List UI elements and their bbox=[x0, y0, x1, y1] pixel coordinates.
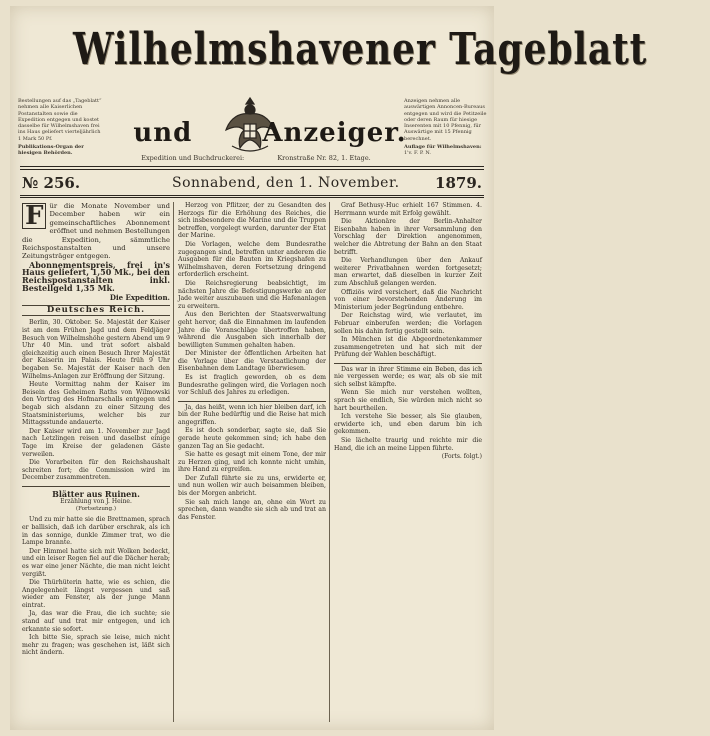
feuilleton-title: Blätter aus Ruinen. bbox=[52, 488, 140, 499]
advertising-note bbox=[404, 98, 488, 156]
publication-organ-note: Publikations-Organ der hiesigen Behörden. bbox=[18, 144, 84, 157]
subtitle-anzeiger: Anzeiger. bbox=[262, 118, 407, 148]
news-paragraph: Die Aktionäre der Berlin-Anhalter Eisenbahn haben in ihrer Versammlung den Vorschlag der Direktion angenommen, welcher die Abtretung der Bahn an den Staat betrifft. bbox=[334, 218, 482, 256]
news-paragraph: Die Reichsregierung beabsichtigt, im nächsten Jahre die Befestigungswerke an der Jade weiter auszubauen und die Hafenanlagen zu erweitern. bbox=[178, 279, 326, 310]
story-paragraph: Sie sah mich lange an, ohne ein Wort zu sprechen, dann wandte sie sich ab und trat an das Fenster. bbox=[178, 498, 326, 521]
subscription-notice bbox=[22, 202, 170, 261]
news-paragraph: Berlin, 30. Oktober. Se. Majestät der Kaiser ist am dem Frühen Jagd und dem Feldjäger Besuch von Wilhelmshöhe gestern Abend um 9 Uhr 40 Min. und trat sofort alsbald gleichzeitig auch einen Besuch Ihrer Majestät der Kaiserin im Palais. Heute früh 9 Uhr begaben Se. Majestät der Kaiser nach den Wilhelms-Anlagen zur Eröffnung der Sitzung. bbox=[22, 319, 170, 380]
news-paragraph: In München ist die Abgeordnetenkammer zusammengetreten und hat sich mit der Prüfung der Wahlen beschäftigt. bbox=[334, 336, 482, 359]
imprint-line bbox=[106, 154, 406, 162]
column-1 bbox=[22, 202, 170, 726]
story-paragraph: Und zu mir hatte sie die Brettnamen, sprach er ballisich, daß ich darüber erschrak, als ich in das sonnige, dunkle Zimmer trat, wo die Lampe brannte. bbox=[22, 516, 170, 547]
circulation-value: 1'v. F. P. N. bbox=[404, 150, 432, 157]
feuilleton-rule bbox=[334, 363, 482, 364]
masthead-title: Wilhelmshavener Tageblatt bbox=[73, 24, 648, 75]
news-paragraph: Heute Vormittag nahm der Kaiser im Beisein des Geheimen Raths von Wilmowski den Vortrag des Hofmarschalls entgegen und begab sich alsdann zu einer Sitzung des Staatsministeriums, welcher bis zur Mittagsstunde andauerte. bbox=[22, 381, 170, 427]
story-paragraph: Sie hatte es gesagt mit einem Tone, der mir zu Herzen ging, und ich konnte nicht umhin, ihre Hand zu ergreifen. bbox=[178, 451, 326, 474]
news-paragraph: Graf Bethusy-Huc erhielt 167 Stimmen. 4. Herrmann wurde mit Erfolg gewählt. bbox=[334, 202, 482, 217]
issue-number: № 256. bbox=[22, 174, 81, 192]
header-rule-bottom bbox=[20, 197, 484, 198]
news-paragraph: Die Verhandlungen über den Ankauf weiterer Privatbahnen werden fortgesetzt; man erwartet, daß dieselben in kurzer Zeit zum Abschluß gelangen werden. bbox=[334, 257, 482, 287]
feuilleton-continuation: (Fortsetzung.) bbox=[75, 505, 117, 512]
issue-year: 1879. bbox=[435, 174, 482, 192]
story-paragraph: Der Himmel hatte sich mit Wolken bedeckt, und ein leiser Regen fiel auf die Dächer herab; es war eine jener Nächte, die man nicht leicht vergißt. bbox=[22, 547, 170, 578]
news-paragraph: Der Reichstag wird, wie verlautet, im Februar einberufen werden; die Vorlagen sollen bis dahin fertig gestellt sein. bbox=[334, 312, 482, 335]
story-paragraph: Es ist doch sonderbar, sagte sie, daß Sie gerade heute gekommen sind; ich habe den ganzen Tag an Sie gedacht. bbox=[178, 427, 326, 450]
news-paragraph: Es ist fraglich geworden, ob es dem Bundesrathe gelingen wird, die Vorlagen noch vor Schluß des Jahres zu erledigen. bbox=[178, 374, 326, 397]
header-rule-bottom-thin bbox=[20, 195, 484, 196]
story-paragraph: Die Thürhüterin hatte, wie es schien, die Angelegenheit längst vergessen und saß wieder am Fenster, als der junge Mann eintrat. bbox=[22, 579, 170, 609]
masthead bbox=[10, 24, 648, 86]
section-heading-deutsches-reich: Deutsches Reich. bbox=[22, 305, 170, 317]
story-paragraph: Ich bitte Sie, sprach sie leise, mich nicht mehr zu fragen; was geschehen ist, läßt sich nicht ändern. bbox=[22, 634, 170, 657]
news-paragraph: Offiziös wird versichert, daß die Nachricht von einer bevorstehenden Änderung im Ministerium jeder Begründung entbehre. bbox=[334, 288, 482, 311]
feuilleton-rule bbox=[178, 401, 326, 402]
news-paragraph: Die Vorlagen, welche dem Bundesrathe zugegangen sind, betreffen unter anderem die Ausgaben für die Bauten im Kriegshafen zu Wilhelmshaven, deren Fortsetzung dringend erforderlich erscheint. bbox=[178, 240, 326, 279]
subtitle bbox=[130, 118, 410, 148]
subscription-price: Abonnementspreis, frei in's Haus geliefert, 1,50 Mk., bei den Reichspostanstalten inkl. Bestellgeld 1,35 Mk. bbox=[22, 259, 170, 293]
imprint-right: Kronstraße Nr. 82, 1. Etage. bbox=[277, 154, 371, 162]
feuilleton-author: Erzählung von J. Heine. bbox=[60, 498, 132, 506]
story-paragraph: Wenn Sie mich nur verstehen wollten, sprach sie endlich, Sie würden mich nicht so hart beurtheilen. bbox=[334, 389, 482, 412]
story-paragraph: Ja, das heißt, wenn ich hier bleiben darf, ich bin der Ruhe bedürftig und die Reise hat mich angegriffen. bbox=[178, 403, 326, 426]
news-paragraph: Der Kaiser wird am 1. November zur Jagd nach Letzlingen reisen und daselbst einige Tage im Kreise der geladenen Gäste verweilen. bbox=[22, 427, 170, 458]
subtitle-und: und bbox=[133, 118, 193, 148]
news-paragraph: Die Vorarbeiten für den Reichshaushalt schreiten fort; die Commission wird im December zusammentreten. bbox=[22, 459, 170, 482]
subscription-notice-text: ür die Monate November und December haben wir ein gemeinschaftliches Abonnement eröffnet und nehmen Bestellungen die Expedition, sämmtliche Reichspostanstalten und unsere Zeitungsträger entgegen. bbox=[22, 202, 170, 261]
header-rule-top-thin bbox=[20, 169, 484, 170]
story-paragraph: Der Zufall führte sie zu uns, erwiderte er, und nun wollen wir auch beisammen bleiben, bis der Morgen anbricht. bbox=[178, 474, 326, 498]
expedition-signature: Die Expedition. bbox=[109, 293, 170, 303]
newspaper-page bbox=[10, 6, 648, 730]
column-2 bbox=[178, 202, 326, 726]
column-3 bbox=[334, 202, 482, 726]
imprint-left: Expedition und Buchdruckerei: bbox=[141, 154, 245, 162]
continuation-note: (Forts. folgt.) bbox=[441, 453, 482, 461]
story-paragraph: Sie lächelte traurig und reichte mir die Hand, die ich an meine Lippen führte. bbox=[334, 436, 482, 452]
circulation-note: Auflage für Wilhelmshaven: bbox=[404, 144, 482, 151]
dateline bbox=[22, 172, 482, 194]
issue-date: Sonnabend, den 1. November. bbox=[172, 175, 400, 191]
news-paragraph: Aus den Berichten der Staatsverwaltung geht hervor, daß die Einnahmen im laufenden Jahre die Voranschläge übertroffen haben, während die Ausgaben sich innerhalb der bewilligten Summen gehalten haben. bbox=[178, 311, 326, 349]
story-paragraph: Das war in ihrer Stimme ein Beben, das ich nie vergessen werde; es war, als ob sie mit sich selbst kämpfte. bbox=[334, 365, 482, 388]
subscription-note-text: Bestellungen auf das „Tageblatt“ nehmen alle Kaiserlichen Postanstalten sowie die Expedition entgegen und kostet dasselbe für Wilhelmshaven frei ins Haus geliefert vierteljährlich 1 Mark 50 Pf. bbox=[18, 98, 102, 142]
news-paragraph: Herzog von Pflitzer, der zu Gesandten des Herzogs für die Erhöhung des Reiches, die sich insbesondere die Marine und die Truppen betreffen, vorgelegt wurden, darunter der Etat der Marine. bbox=[178, 202, 326, 240]
dropcap: F bbox=[22, 203, 46, 229]
story-paragraph: Ja, das war die Frau, die ich suchte; sie stand auf und trat mir entgegen, und ich erkannte sie sofort. bbox=[22, 610, 170, 633]
story-paragraph: Ich verstehe Sie besser, als Sie glauben, erwiderte ich, und eben darum bin ich gekommen. bbox=[334, 413, 482, 436]
news-paragraph: Der Minister der öffentlichen Arbeiten hat die Vorlage über die Verstaatlichung der Eisenbahnen dem Landtage überwiesen. bbox=[178, 350, 326, 373]
subscription-note bbox=[18, 98, 104, 156]
feuilleton-rule bbox=[22, 486, 170, 487]
column-divider-2 bbox=[329, 202, 330, 722]
header-rule-top bbox=[20, 166, 484, 167]
advertising-note-text: Anzeigen nehmen alle auswärtigen Annoncen-Bureaus entgegen und wird die Petitzeile oder deren Raum für hiesige Inserenten mit 10 Pfennig, für Auswärtige mit 15 Pfennig berechnet. bbox=[404, 98, 487, 142]
column-divider-1 bbox=[173, 202, 174, 722]
